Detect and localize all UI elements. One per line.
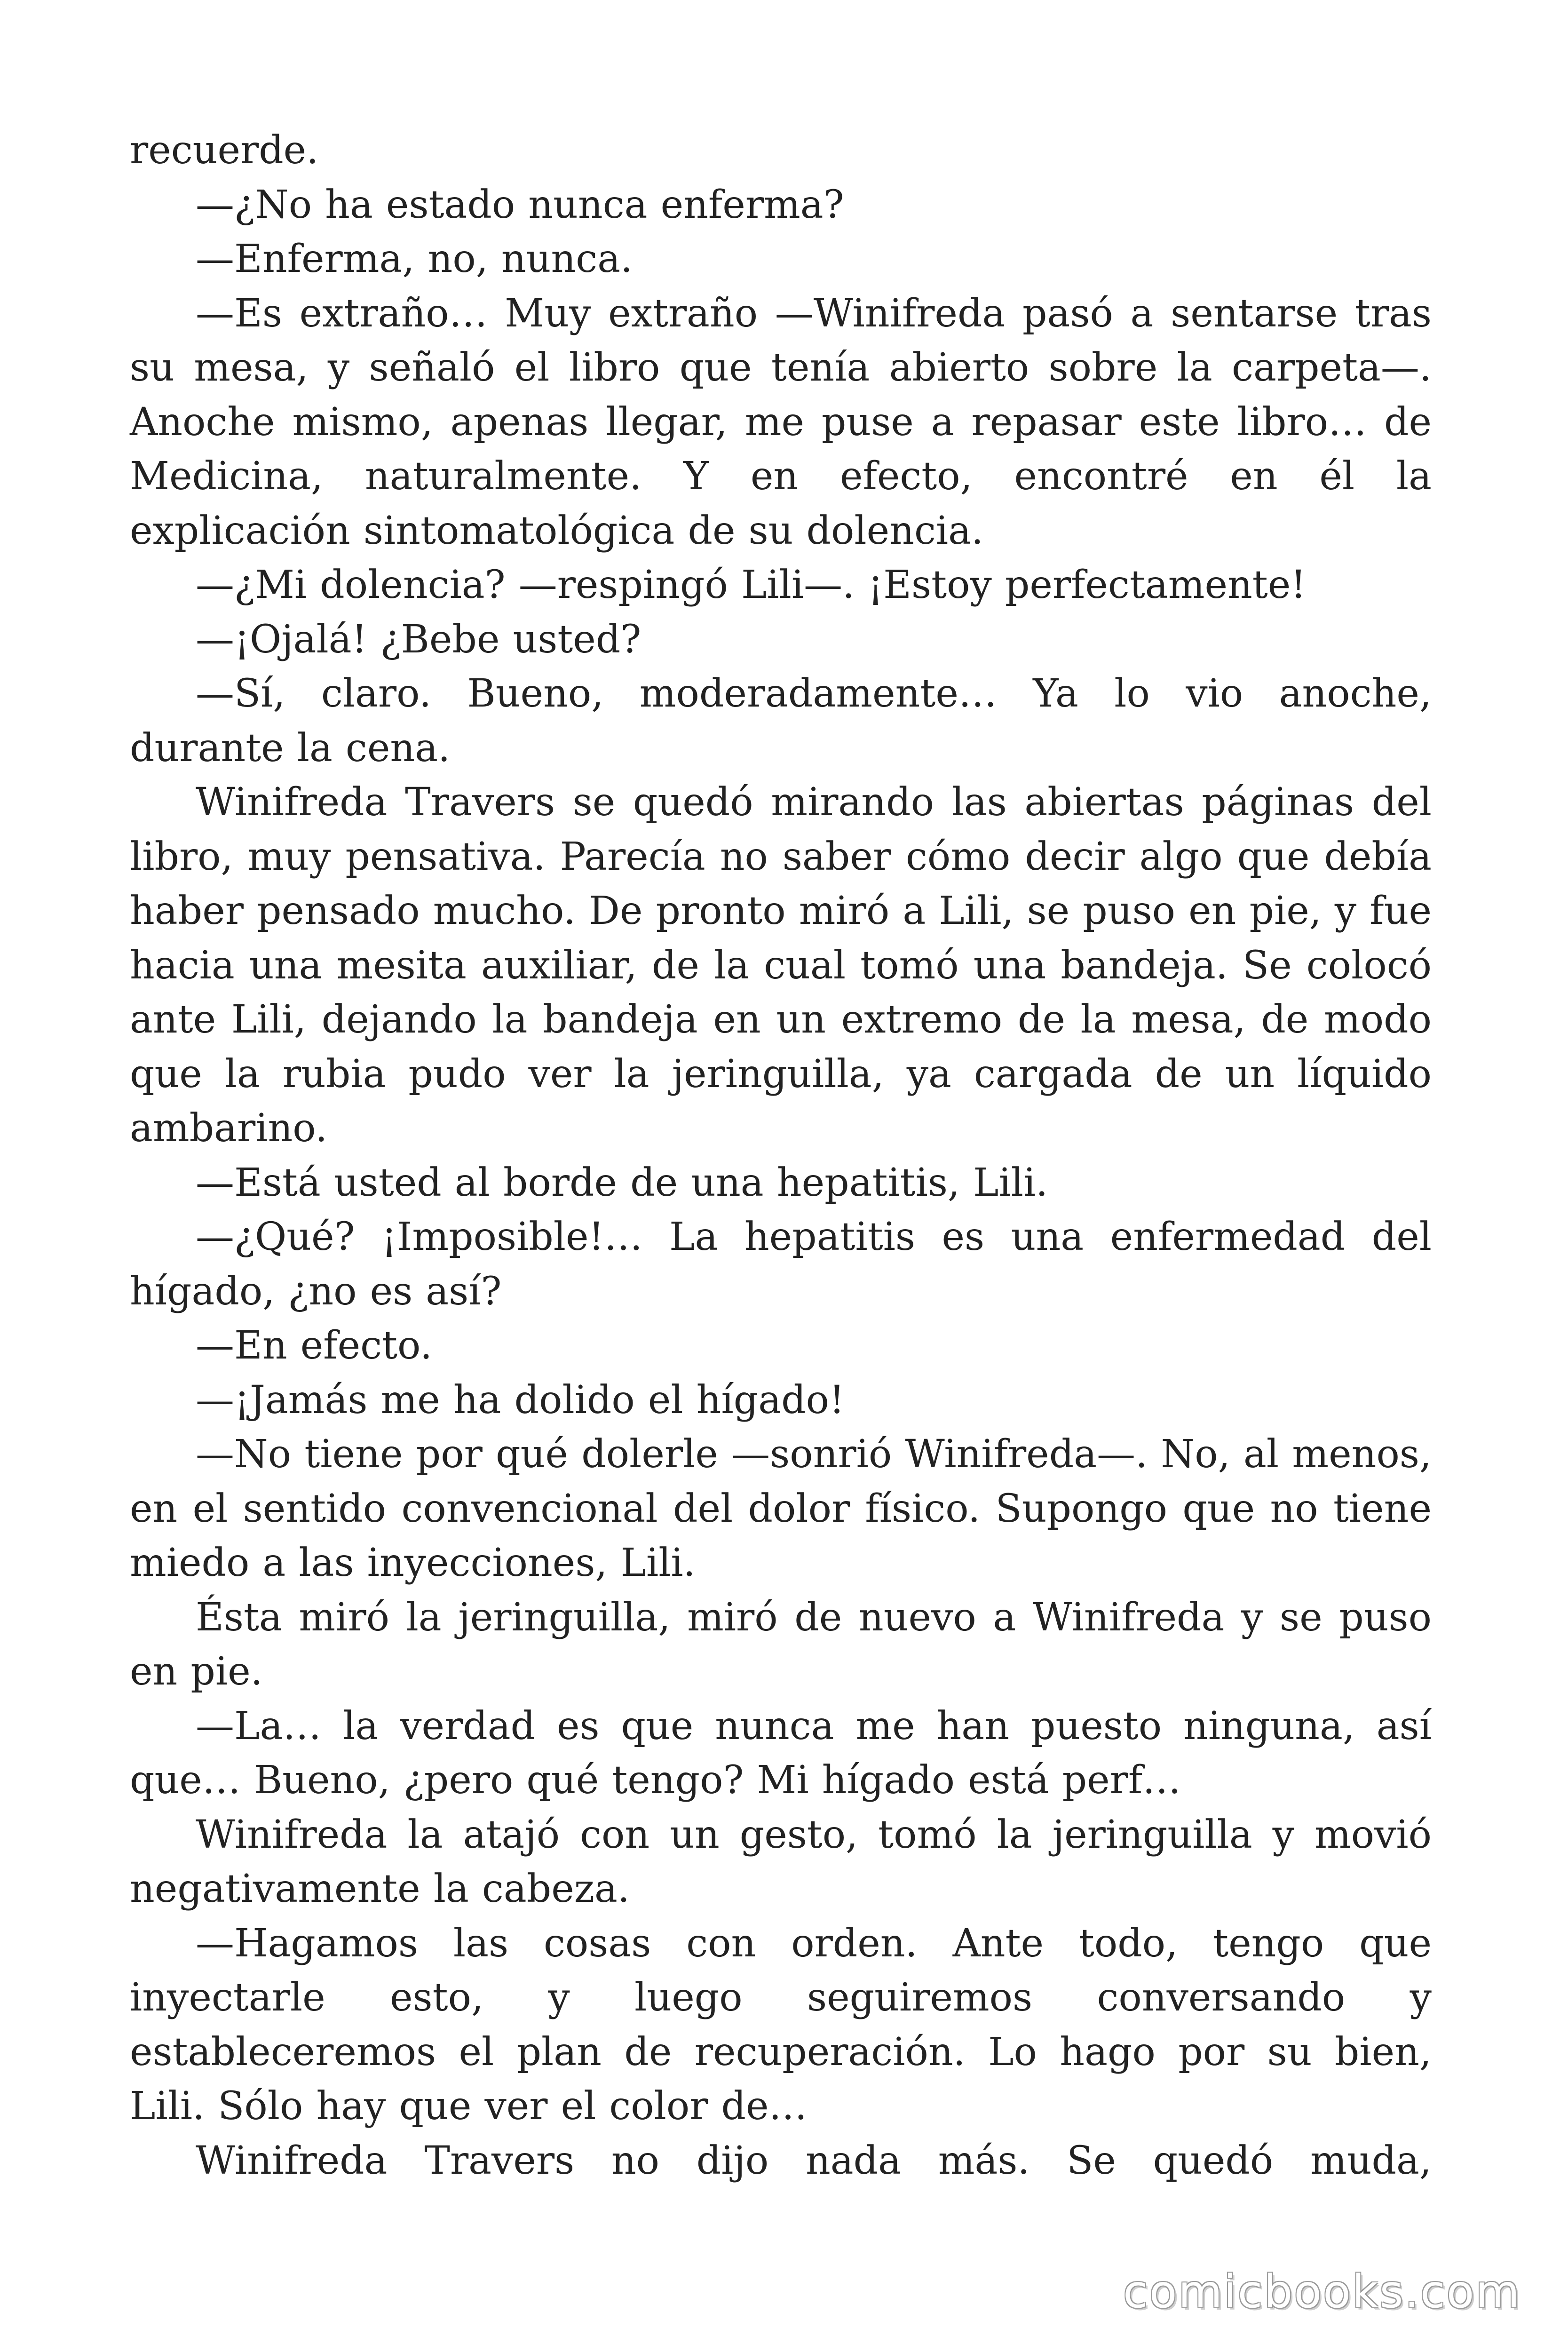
paragraph-8: Winifreda Travers se quedó mirando las abiertas páginas del libro, muy pensativa. Parecía no saber cómo decir algo que debía haber pensado mucho. De pronto miró a Lili, se puso en pie, y fue hacia una mesita auxiliar, de la cual tomó una bandeja. Se colocó ante Lili, dejando la bandeja en un extremo de la mesa, de modo que la rubia pudo ver la jeringuilla, ya cargada de un líquido ambarino.: [130, 780, 1432, 1151]
watermark-logo: comicbooks.com: [1123, 2265, 1521, 2318]
paragraph-3: —Enferma, no, nunca.: [196, 237, 633, 281]
paragraph-14: Ésta miró la jeringuilla, miró de nuevo a Winifreda y se puso en pie.: [130, 1595, 1432, 1694]
paragraph-9: —Está usted al borde de una hepatitis, Lili.: [196, 1160, 1048, 1205]
paragraph-18: Winifreda Travers no dijo nada más. Se quedó muda,: [196, 2138, 1432, 2183]
paragraph-15: —La… la verdad es que nunca me han puesto ninguna, así que… Bueno, ¿pero qué tengo? Mi hígado está perf…: [130, 1703, 1432, 1803]
paragraph-7: —Sí, claro. Bueno, moderadamente… Ya lo vio anoche, durante la cena.: [130, 671, 1432, 771]
paragraph-17: —Hagamos las cosas con orden. Ante todo, tengo que inyectarle esto, y luego seguiremos conversando y estableceremos el plan de recuperación. Lo hago por su bien, Lili. Sólo hay que ver el color de…: [130, 1921, 1432, 2129]
paragraph-10: —¿Qué? ¡Imposible!… La hepatitis es una enfermedad del hígado, ¿no es así?: [130, 1215, 1432, 1314]
paragraph-2: —¿No ha estado nunca enferma?: [196, 182, 844, 227]
paragraph-12: —¡Jamás me ha dolido el hígado!: [196, 1377, 845, 1422]
paragraph-5: —¿Mi dolencia? —respingó Lili—. ¡Estoy perfectamente!: [196, 563, 1307, 607]
paragraph-4: —Es extraño… Muy extraño —Winifreda pasó a sentarse tras su mesa, y señaló el libro que tenía abierto sobre la carpeta—. Anoche mismo, apenas llegar, me puse a repasar este libro… de Medicina, naturalmente. Y en efecto, encontré en él la explicación sintomatológica de su dolencia.: [130, 291, 1432, 553]
page-text-block: [130, 123, 1432, 2188]
paragraph-13: —No tiene por qué dolerle —sonrió Winifreda—. No, al menos, en el sentido convencional del dolor físico. Supongo que no tiene miedo a las inyecciones, Lili.: [130, 1432, 1432, 1585]
paragraph-16: Winifreda la atajó con un gesto, tomó la jeringuilla y movió negativamente la cabeza.: [130, 1812, 1432, 1911]
paragraph-6: —¡Ojalá! ¿Bebe usted?: [196, 617, 641, 662]
paragraph-11: —En efecto.: [196, 1323, 433, 1368]
paragraph-1: recuerde.: [130, 128, 319, 173]
